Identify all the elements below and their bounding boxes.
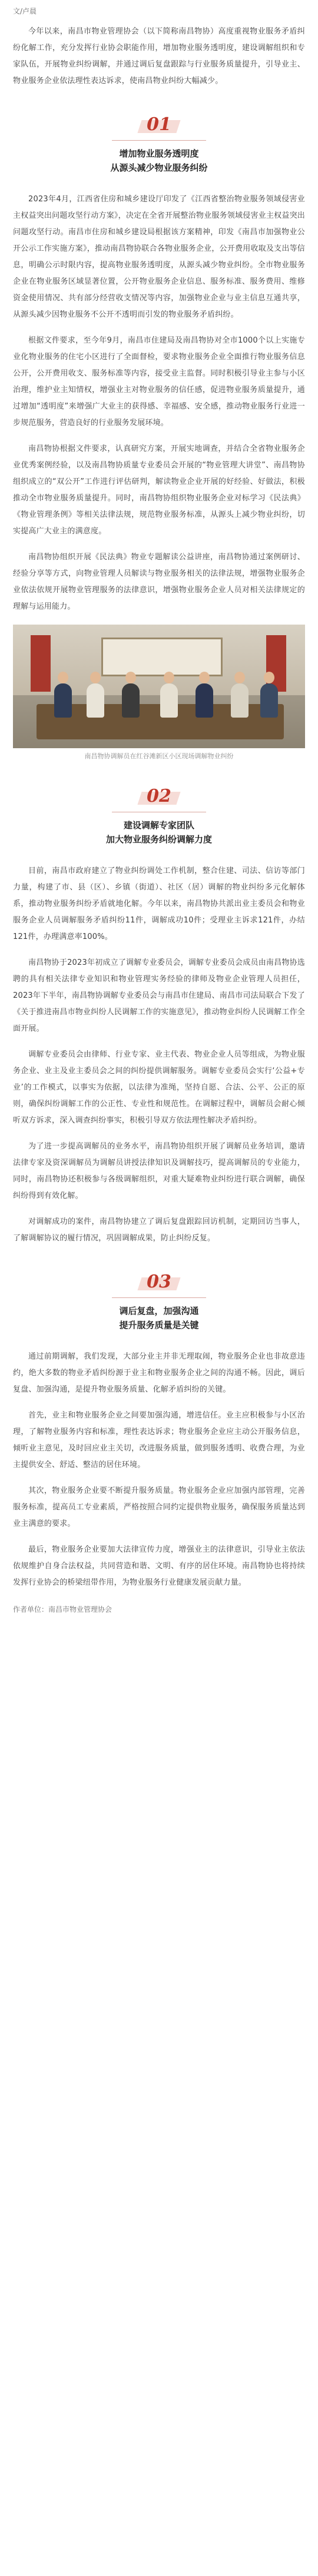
section-heading xyxy=(13,112,305,175)
body-paragraph: 根据文件要求，至今年9月，南昌市住建局及南昌物协对全市1000个以上实施专业化物业服务的住宅小区进行了全面督检，要求物业服务企业全面推行物业服务信息公开，公开费用收支、服务标准等内容，接受业主监督。同时积极引导业主参与小区治理，维护业主知情权，增强业主对物业服务的信任感，促进物业服务质量提升，通过增加“透明度”来增强广大业主的获得感、幸福感、安全感，推动物业服务行业进一步规范服务，营造良好的行业服务发展环境。 xyxy=(13,336,305,427)
section-title-line: 增加物业服务透明度 xyxy=(119,148,199,159)
section-heading xyxy=(13,1269,305,1332)
section-number: 02 xyxy=(143,784,175,809)
body-paragraph: 首先，业主和物业服务企业之间要加强沟通，增进信任。业主应积极参与小区治理，了解物业服务内容和标准，理性表达诉求；物业服务企业应主动公开服务信息，倾听业主意见，及时回应业主关切，改进服务质量，做到服务透明、收费合理，为业主提供安全、舒适、整洁的居住环境。 xyxy=(13,1411,305,1469)
meeting-photo xyxy=(13,625,305,748)
section-number: 03 xyxy=(143,1269,175,1295)
section-number: 01 xyxy=(143,112,175,138)
section-title-line: 从源头减少物业服务纠纷 xyxy=(110,162,208,173)
body-paragraph: 最后，物业服务企业要加大法律宣传力度，增强业主的法律意识，引导业主依法依规维护自身合法权益，共同营造和谐、文明、有序的居住环境。南昌物协也将持续发挥行业协会的桥梁纽带作用，为物业服务行业健康发展贡献力量。 xyxy=(13,1545,305,1587)
body-paragraph: 为了进一步提高调解员的业务水平，南昌物协组织开展了调解员业务培训，邀请法律专家及资深调解员为调解员讲授法律知识及调解技巧，提高调解员的专业能力，同时，南昌物协还积极参与各级调解组织，对重大疑难物业纠纷进行联合调解，确保纠纷得到有效化解。 xyxy=(13,1142,305,1200)
section-title-line: 建设调解专家团队 xyxy=(123,820,194,831)
section-title-line: 加大物业服务纠纷调解力度 xyxy=(105,834,212,845)
body-paragraph: 其次，物业服务企业要不断提升服务质量。物业服务企业应加强内部管理，完善服务标准，提高员工专业素质，严格按照合同约定提供物业服务，确保服务质量达到业主满意的要求。 xyxy=(13,1486,305,1528)
section-title-line: 提升服务质量是关键 xyxy=(119,1320,199,1330)
body-paragraph: 通过前期调解，我们发现，大部分业主并非无理取闹，物业服务企业也非故意违约，绝大多数的物业矛盾纠纷源于业主和物业服务企业之间的沟通不畅。因此，调后复盘、加强沟通，是提升物业服务质量、化解矛盾纠纷的关键。 xyxy=(13,1352,305,1394)
body-paragraph: 南昌物协组织开展《民法典》物业专题解读公益讲座，南昌物协通过案例研讨、经验分享等方式，向物业管理人员解读与物业服务相关的法律法规，增强物业服务企业依法依规开展物业管理服务的法律意识，增强物业服务企业人员对相关法律规定的理解与运用能力。 xyxy=(13,553,305,611)
section-divider xyxy=(112,140,206,141)
body-paragraph: 调解专业委员会由律师、行业专家、业主代表、物业企业人员等组成，为物业服务企业、业主及业主委员会之间的纠纷提供调解服务。调解专业委员会实行‘公益+专业’的工作模式，以事实为依据，以法律为准绳，坚持自愿、合法、公平、公正的原则，确保纠纷调解工作的公正性、专业性和规范性。在调解过程中，调解员会耐心倾听双方诉求，深入调查纠纷事实，积极引导双方依法理性解决矛盾纠纷。 xyxy=(13,1050,305,1125)
body-paragraph: 目前，南昌市政府建立了物业纠纷调处工作机制，整合住建、司法、信访等部门力量，构建了市、县（区）、乡镇（街道）、社区（居）调解的物业纠纷多元化解体系，推动物业服务纠纷矛盾就地化解。今年以来，南昌物协共派出业主委员会和物业服务企业人员调解服务矛盾纠纷11件，调解成功10件；受理业主诉求121件，办结121件，办理满意率100%。 xyxy=(13,867,305,941)
photo-caption: 南昌物协调解员在红谷滩新区小区现场调解物业纠纷 xyxy=(84,752,234,760)
sections-container xyxy=(13,112,305,1591)
section-title-line: 调后复盘，加强沟通 xyxy=(119,1306,199,1316)
byline: 文/卢晨 xyxy=(13,7,37,15)
section-divider xyxy=(112,1297,206,1298)
section-heading xyxy=(13,784,305,847)
body-paragraph: 南昌物协于2023年初成立了调解专业委员会，调解专业委员会成员由南昌物协选聘的具有相关法律专业知识和物业管理实务经验的律师及物业企业管理人员担任，2023年下半年，南昌物协调解专业委员会与南昌市住建局、南昌市司法局联合下发了《关于推进南昌市物业纠纷人民调解工作的实施意见》，推动物业纠纷人民调解工作全面开展。 xyxy=(13,958,305,1033)
source-note: 作者单位：南昌市物业管理协会 xyxy=(13,1605,112,1614)
body-paragraph: 2023年4月，江西省住房和城乡建设厅印发了《江西省整治物业服务领域侵害业主权益突出问题攻坚行动方案》，决定在全省开展整治物业服务领域侵害业主权益突出问题攻坚行动。南昌市住房和城乡建设局根据该方案精神，印发《南昌市加强物业公开公示工作实施方案》，推动南昌物协联合各物业服务企业，公开费用收取及支出等信息，明确公示时限内容，提高物业服务透明度，从源头减少物业纠纷。全市物业服务企业在物业服务区域显著位置，公开物业服务企业信息、服务标准、服务费用、维修资金使用情况、共有部分经营收支情况等内容，加强物业企业与业主信息互通共享，从源头减少因物业服务不公开不透明而引发的物业服务矛盾纠纷。 xyxy=(13,195,305,319)
body-paragraph: 南昌物协根据文件要求，认真研究方案，开展实地调查，并结合全省物业服务企业优秀案例经验，以及南昌物协质量专业委员会开展的“物业管理大讲堂”、南昌物协组织成立的“双公开”工作进行评估研判，解读物业企业开展的好经验、好做法，积极推动全市物业服务质量提升。同时，南昌物协组织物业服务企业对标学习《民法典》《物业管理条例》等相关法律法规，规范物业服务标准，从源头上减少物业纠纷，切实提高广大业主的满意度。 xyxy=(13,444,305,536)
intro-paragraph: 今年以来，南昌市物业管理协会（以下简称南昌物协）高度重视物业服务矛盾纠纷化解工作，充分发挥行业协会职能作用，增加物业服务透明度，建设调解组织和专家队伍，开展物业纠纷调解，并通过调后复盘跟踪与行业服务质量提升，引导业主、物业服务企业依法理性表达诉求，使南昌物业纠纷大幅减少。 xyxy=(13,27,305,85)
body-paragraph: 对调解成功的案件，南昌物协建立了调后复盘跟踪回访机制，定期回访当事人，了解调解协议的履行情况，巩固调解成果，防止纠纷反复。 xyxy=(13,1217,305,1243)
